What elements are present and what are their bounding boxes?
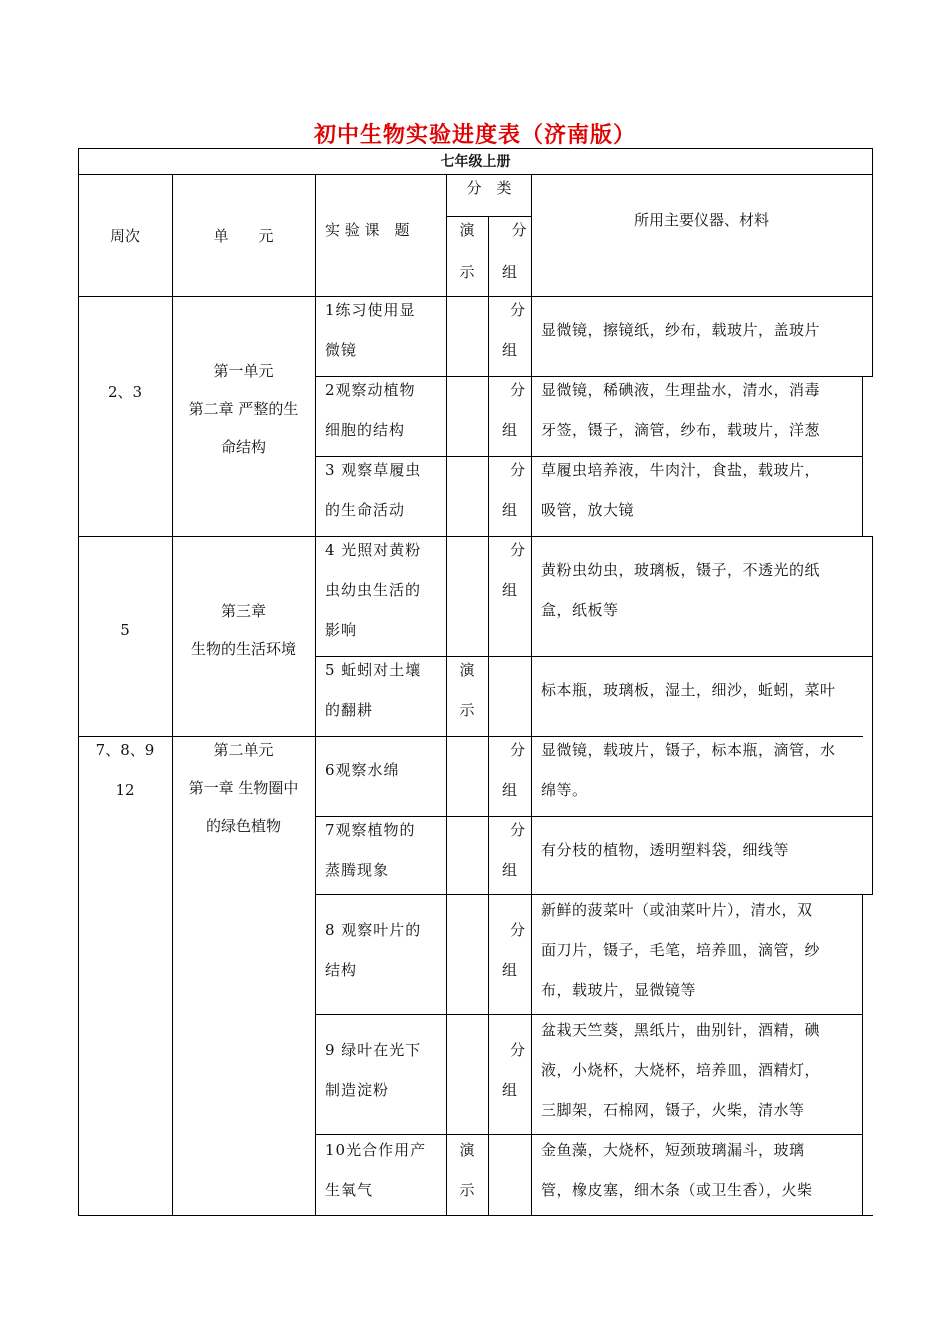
header-row-divider (78, 296, 873, 297)
demo-mark: 示 (459, 1181, 475, 1199)
header-category: 分 类 (466, 179, 512, 197)
materials-cell: 三脚架，石棉网，镊子，火柴，清水等 (541, 1101, 805, 1119)
group-mark: 分 (509, 741, 525, 759)
group-mark: 组 (501, 501, 517, 519)
unit-cell: 第三章 (220, 602, 266, 620)
group-mark: 分 (509, 821, 525, 839)
header-topic: 实 验 课 题 (325, 221, 410, 239)
header-materials: 所用主要仪器、材料 (633, 211, 769, 229)
topic-cell: 影响 (325, 621, 358, 639)
topic-cell: 9 绿叶在光下 (325, 1041, 422, 1059)
week-cell: 5 (120, 621, 130, 639)
topic-cell: 微镜 (325, 341, 358, 359)
header-demo-2: 示 (459, 263, 475, 281)
header-group-1: 分 (511, 221, 527, 239)
topic-cell: 虫幼虫生活的 (325, 581, 422, 599)
group-mark: 分 (509, 1041, 525, 1059)
topic-cell: 8 观察叶片的 (325, 921, 422, 939)
header-demo-1: 演 (459, 221, 475, 239)
demo-mark: 示 (459, 701, 475, 719)
table-border-bottom (78, 1215, 873, 1216)
materials-cell: 吸管，放大镜 (541, 501, 635, 519)
group-mark: 组 (501, 1081, 517, 1099)
materials-cell: 显微镜，擦镜纸，纱布，载玻片，盖玻片 (541, 321, 821, 339)
unit-cell: 命结构 (220, 438, 266, 456)
unit-divider-1 (78, 536, 873, 537)
group-mark: 组 (501, 961, 517, 979)
unit-cell: 第一单元 (213, 362, 274, 380)
table-border-right-upper (872, 148, 873, 376)
materials-cell: 盒，纸板等 (541, 601, 619, 619)
materials-cell: 有分枝的植物，透明塑料袋，细线等 (541, 841, 790, 859)
topic-cell: 细胞的结构 (325, 421, 406, 439)
topic-cell: 4 光照对黄粉 (325, 541, 422, 559)
unit-cell: 第二单元 (213, 741, 274, 759)
header-unit: 单 元 (213, 227, 274, 245)
unit-cell: 的绿色植物 (205, 817, 281, 835)
materials-edge-8 (862, 894, 863, 1216)
unit-cell: 第二章 严整的生 (188, 400, 299, 418)
week-cell: 2、3 (107, 383, 143, 401)
topic-cell: 7观察植物的 (325, 821, 416, 839)
grade-label: 七年级上册 (440, 154, 511, 170)
materials-cell: 面刀片，镊子，毛笔，培养皿，滴管，纱 (541, 941, 821, 959)
topic-cell: 蒸腾现象 (325, 861, 390, 879)
materials-cell: 液，小烧杯，大烧杯，培养皿，酒精灯， (541, 1061, 821, 1079)
table-border-top (78, 148, 873, 149)
table-border-left (78, 148, 79, 1216)
topic-cell: 生氧气 (325, 1181, 374, 1199)
materials-cell: 标本瓶，玻璃板，湿土，细沙，蚯蚓，菜叶 (541, 681, 836, 699)
topic-cell: 10光合作用产 (325, 1141, 427, 1159)
materials-cell: 管，橡皮塞，细木条（或卫生香），火柴 (541, 1181, 813, 1199)
group-mark: 分 (509, 301, 525, 319)
col-line-unit (315, 174, 316, 1216)
materials-cell: 显微镜，载玻片，镊子，标本瓶，滴管，水 (541, 741, 836, 759)
topic-cell: 6观察水绵 (325, 761, 400, 779)
col-line-week (172, 174, 173, 1216)
group-mark: 组 (501, 781, 517, 799)
materials-cell: 布，载玻片，显微镜等 (541, 981, 697, 999)
topic-cell: 的生命活动 (325, 501, 406, 519)
group-mark: 分 (509, 381, 525, 399)
header-group-2: 组 (501, 263, 517, 281)
materials-cell: 绵等。 (541, 781, 588, 799)
header-week: 周次 (109, 227, 140, 245)
week-cell: 12 (115, 781, 135, 799)
group-mark: 分 (509, 921, 525, 939)
unit-cell: 第一章 生物圈中 (188, 779, 299, 797)
group-mark: 组 (501, 341, 517, 359)
group-mark: 组 (501, 421, 517, 439)
materials-cell: 黄粉虫幼虫，玻璃板，镊子，不透光的纸 (541, 561, 821, 579)
week-cell: 7、8、9 (95, 741, 155, 759)
group-mark: 组 (501, 861, 517, 879)
group-mark: 组 (501, 581, 517, 599)
materials-cell: 牙签，镊子，滴管，纱布，载玻片，洋葱 (541, 421, 821, 439)
materials-cell: 显微镜，稀碘液，生理盐水，清水，消毒 (541, 381, 821, 399)
topic-cell: 2观察动植物 (325, 381, 416, 399)
group-mark: 分 (509, 541, 525, 559)
topic-cell: 的翻耕 (325, 701, 374, 719)
topic-cell: 1练习使用显 (325, 301, 416, 319)
page-title: 初中生物实验进度表（济南版） (313, 123, 636, 148)
materials-cell: 新鲜的菠菜叶（或油菜叶片），清水，双 (541, 901, 813, 919)
materials-tick (862, 1215, 873, 1216)
topic-cell: 5 蚯蚓对土壤 (325, 661, 422, 679)
demo-mark: 演 (459, 1141, 475, 1159)
materials-cell: 金鱼藻，大烧杯，短颈玻璃漏斗，玻璃 (541, 1141, 805, 1159)
unit-cell: 生物的生活环境 (190, 640, 296, 658)
topic-cell: 3 观察草履虫 (325, 461, 422, 479)
materials-cell: 草履虫培养液，牛肉汁，食盐，载玻片， (541, 461, 821, 479)
demo-mark: 演 (459, 661, 475, 679)
materials-edge-4 (872, 536, 873, 894)
materials-cell: 盆栽天竺葵，黑纸片，曲别针，酒精，碘 (541, 1021, 821, 1039)
group-mark: 分 (509, 461, 525, 479)
topic-cell: 结构 (325, 961, 358, 979)
topic-cell: 制造淀粉 (325, 1081, 390, 1099)
